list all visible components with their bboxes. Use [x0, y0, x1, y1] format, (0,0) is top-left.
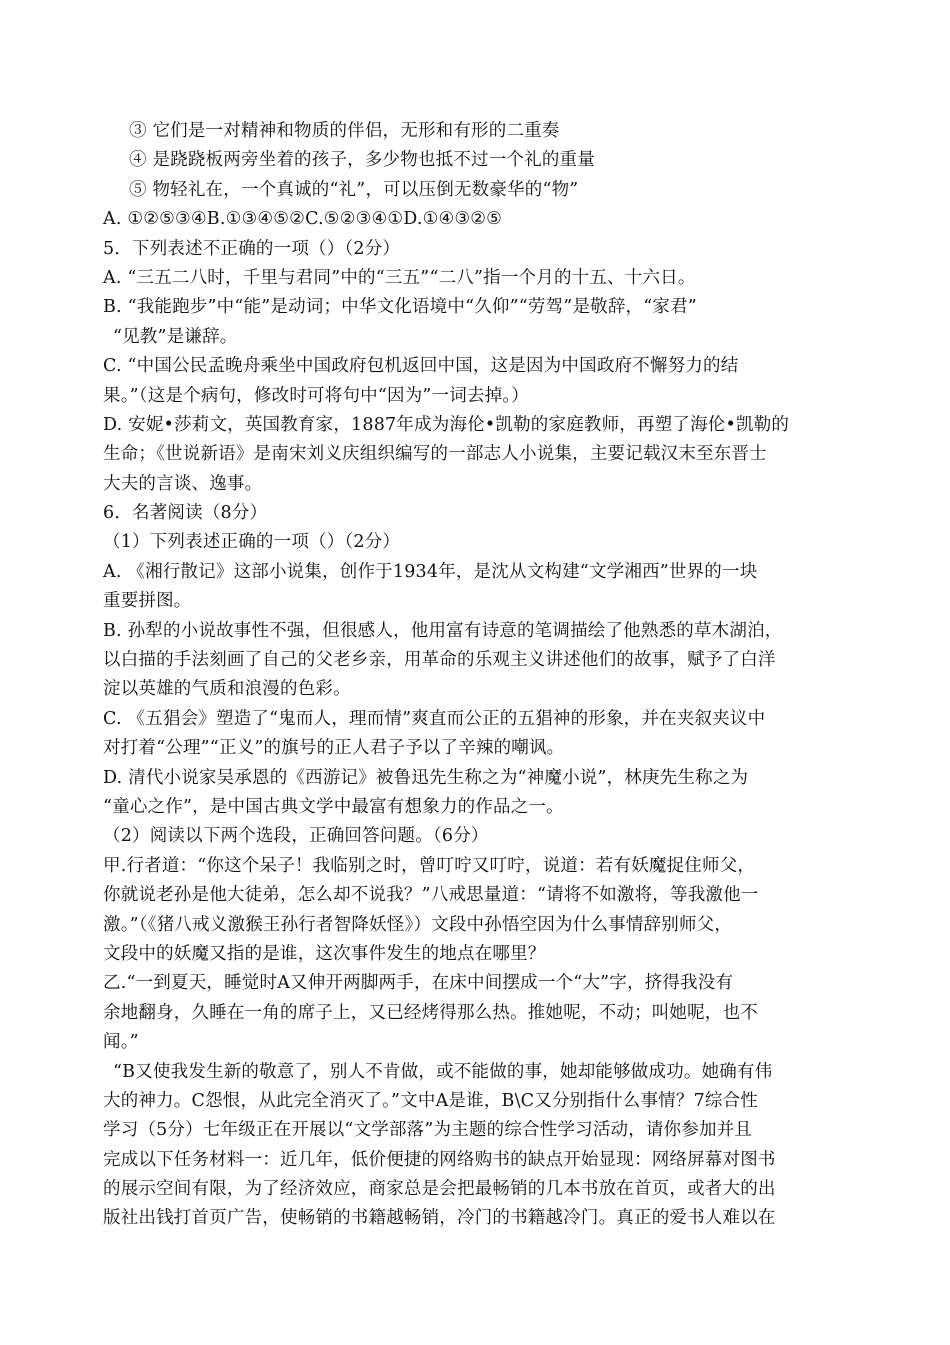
passage-yi-line-1: 乙.“一到夏天，睡觉时A又伸开两脚两手，在床中间摆成一个“大”字，挤得我没有 — [103, 973, 734, 994]
passage-yi-line-2: 余地翻身，久睡在一角的席子上，又已经烤得那么热。推她呢，不动；叫她呢，也不 — [103, 1002, 758, 1023]
q5-option-d: D. 安妮•莎莉文，英国教育家，1887年成为海伦•凯勒的家庭教师，再塑了海伦•凯勒的 — [103, 414, 790, 435]
question-5-title: 5．下列表述不正确的一项（）（2分） — [103, 238, 401, 259]
q5-option-b: B. “我能跑步”中“能”是动词；中华文化语境中“久仰”“劳驾”是敬辞，“家君” — [103, 297, 697, 318]
q6-option-c-continued: 对打着“公理”“正义”的旗号的正人君子予以了辛辣的嘲讽。 — [103, 738, 565, 759]
q6-option-b-continued-1: 以白描的手法刻画了自己的父老乡亲，用革命的乐观主义讲述他们的故事，赋予了白洋 — [103, 650, 776, 671]
passage-jia-line-3: 激。”（《猪八戒义激猴王孙行者智降妖怪》）文段中孙悟空因为什么事情辞别师父， — [103, 914, 733, 935]
q5-option-d-continued-1: 生命；《世说新语》是南宋刘义庆组织编写的一部志人小说集，主要记载汉末至东晋士 — [103, 444, 767, 465]
option-line-5: ⑤ 物轻礼在，一个真诚的“礼”，可以压倒无数豪华的“物” — [129, 179, 579, 200]
passage-yi-line-5: 大的神力。C怨恨，从此完全消灭了。”文中A是谁，B\C又分别指什么事情？7综合性 — [103, 1090, 759, 1111]
passage-yi-line-4: “B又使我发生新的敬意了，别人不肯做，或不能做的事，她却能够做成功。她确有伟 — [113, 1061, 773, 1082]
answer-choices-line: A. ①②⑤③④B.①③④⑤②C.⑤②③④①D.①④③②⑤ — [103, 209, 503, 230]
passage-jia-line-1: 甲.行者道：“你这个呆子！我临别之时，曾叮咛又叮咛，说道：若有妖魔捉住师父， — [103, 855, 756, 876]
q6-part-1-title: （1）下列表述正确的一项（）（2分） — [103, 532, 401, 553]
question-7-line-3: 的展示空间有限，为了经济效应，商家总是会把最畅销的几本书放在首页，或者大的出 — [103, 1179, 776, 1200]
q5-option-d-continued-2: 大夫的言谈、逸事。 — [103, 473, 263, 494]
question-6-title: 6．名著阅读（8分） — [103, 503, 268, 524]
passage-jia-line-2: 你就说老孙是他大徒弟，怎么却不说我？”八戒思量道：“请将不如激将，等我激他一 — [103, 885, 759, 906]
q6-option-a-continued: 重要拼图。 — [103, 591, 192, 612]
q6-part-2-title: （2）阅读以下两个选段，正确回答问题。（6分） — [103, 826, 489, 847]
q5-option-c-continued: 果。”（这是个病句，修改时可将句中“因为”一词去掉。） — [103, 385, 529, 406]
option-line-4: ④ 是跷跷板两旁坐着的孩子，多少物也抵不过一个礼的重量 — [129, 150, 595, 171]
q5-option-c: C. “中国公民孟晚舟乘坐中国政府包机返回中国，这是因为中国政府不懈努力的结 — [103, 356, 739, 377]
question-7-line-1: 学习（5分）七年级正在开展以“文学部落”为主题的综合性学习活动，请你参加并且 — [103, 1120, 753, 1141]
q5-option-a: A. “三五二八时，千里与君同”中的“三五”“二八”指一个月的十五、十六日。 — [103, 267, 696, 288]
q6-option-c: C. 《五猖会》塑造了“鬼而人，理而情”爽直而公正的五猖神的形象，并在夹叙夹议中 — [103, 708, 766, 729]
q6-option-b-continued-2: 淀以英雄的气质和浪漫的色彩。 — [103, 679, 351, 700]
passage-yi-line-3: 闻。” — [103, 1032, 139, 1053]
question-7-line-2: 完成以下任务材料一：近几年，低价便捷的网络购书的缺点开始显现：网络屏幕对图书 — [103, 1149, 776, 1170]
question-7-line-4: 版社出钱打首页广告，使畅销的书籍越畅销，冷门的书籍越冷门。真正的爱书人难以在 — [103, 1208, 776, 1229]
document-body — [103, 117, 853, 1234]
passage-jia-line-4: 文段中的妖魔又指的是谁，这次事件发生的地点在哪里？ — [103, 943, 546, 964]
q6-option-d-continued: “童心之作”，是中国古典文学中最富有想象力的作品之一。 — [103, 796, 564, 817]
q5-option-b-continued: “见教”是谦辞。 — [113, 326, 238, 347]
q6-option-b: B. 孙犁的小说故事性不强，但很感人，他用富有诗意的笔调描绘了他熟悉的草木湖泊， — [103, 620, 783, 641]
q6-option-a: A. 《湘行散记》这部小说集，创作于1934年，是沈从文构建“文学湘西”世界的一块 — [103, 561, 758, 582]
q6-option-d: D. 清代小说家吴承恩的《西游记》被鲁迅先生称之为“神魔小说”，林庚先生称之为 — [103, 767, 749, 788]
option-line-3: ③ 它们是一对精神和物质的伴侣，无形和有形的二重奏 — [129, 121, 560, 141]
